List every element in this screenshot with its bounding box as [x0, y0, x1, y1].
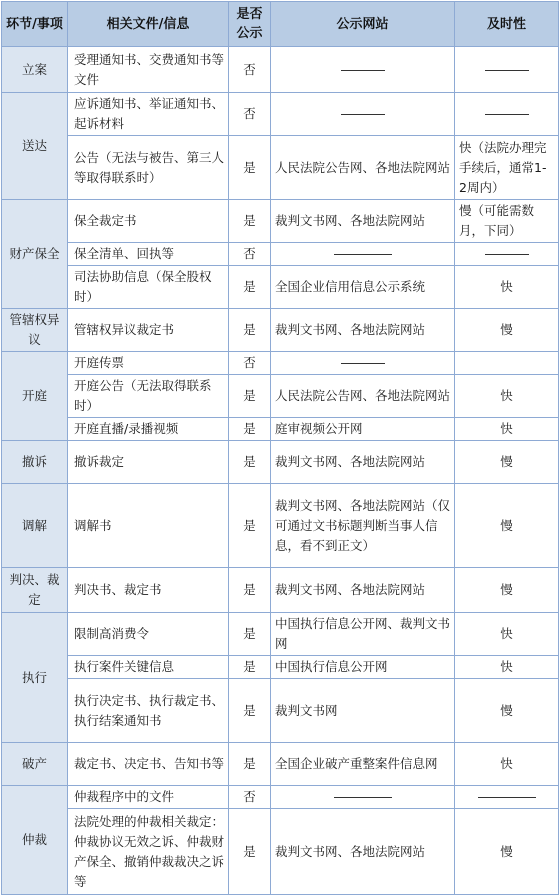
site-cell: 中国执行信息公开网 [271, 656, 455, 679]
stage-cell: 送达 [2, 93, 68, 200]
stage-cell: 仲裁 [2, 786, 68, 895]
timely-cell: 慢 [455, 809, 559, 895]
public-cell: 否 [229, 93, 271, 136]
public-cell: 是 [229, 656, 271, 679]
timely-cell-empty [455, 93, 559, 136]
doc-cell: 公告（无法与被告、第三人等取得联系时） [68, 136, 229, 200]
public-cell: 是 [229, 136, 271, 200]
timely-cell: 慢 [455, 484, 559, 568]
timely-cell-empty [455, 786, 559, 809]
timely-cell: 慢 [455, 568, 559, 613]
site-cell-empty [271, 243, 455, 266]
header-doc: 相关文件/信息 [68, 2, 229, 47]
table-row [2, 136, 559, 200]
timely-cell: 快 [455, 266, 559, 309]
doc-cell: 限制高消费令 [68, 613, 229, 656]
site-cell-empty [271, 93, 455, 136]
table-row [2, 93, 559, 136]
site-cell: 庭审视频公开网 [271, 418, 455, 441]
table-row [2, 200, 559, 243]
timely-cell: 快 [455, 418, 559, 441]
doc-cell: 执行案件关键信息 [68, 656, 229, 679]
dash-line [341, 70, 385, 71]
doc-cell: 调解书 [68, 484, 229, 568]
timely-cell: 慢（可能需数月，下同） [455, 200, 559, 243]
timely-cell: 快 [455, 743, 559, 786]
public-cell: 是 [229, 200, 271, 243]
table-row [2, 568, 559, 613]
timely-cell: 快 [455, 375, 559, 418]
public-cell: 是 [229, 568, 271, 613]
header-timely: 及时性 [455, 2, 559, 47]
table-row [2, 809, 559, 895]
doc-cell: 开庭传票 [68, 352, 229, 375]
site-cell: 人民法院公告网、各地法院网站 [271, 136, 455, 200]
public-cell: 是 [229, 266, 271, 309]
table-row [2, 656, 559, 679]
table-row [2, 352, 559, 375]
site-cell: 裁判文书网、各地法院网站 [271, 441, 455, 484]
timely-cell-empty [455, 243, 559, 266]
doc-cell: 判决书、裁定书 [68, 568, 229, 613]
timely-cell-empty [455, 47, 559, 93]
timely-cell: 慢 [455, 679, 559, 743]
site-cell-empty [271, 786, 455, 809]
stage-cell: 判决、裁定 [2, 568, 68, 613]
doc-cell: 开庭直播/录播视频 [68, 418, 229, 441]
stage-cell: 管辖权异议 [2, 309, 68, 352]
table-row [2, 743, 559, 786]
doc-cell: 受理通知书、交费通知书等文件 [68, 47, 229, 93]
doc-cell: 管辖权异议裁定书 [68, 309, 229, 352]
timely-cell: 快（法院办理完手续后，通常1-2周内） [455, 136, 559, 200]
public-cell: 否 [229, 47, 271, 93]
stage-cell: 破产 [2, 743, 68, 786]
site-cell: 裁判文书网、各地法院网站（仅可通过文书标题判断当事人信息，看不到正文） [271, 484, 455, 568]
disclosure-table [1, 1, 559, 895]
table-header-row [2, 2, 559, 47]
site-cell: 人民法院公告网、各地法院网站 [271, 375, 455, 418]
dash-line [341, 363, 385, 364]
doc-cell: 执行决定书、执行裁定书、执行结案通知书 [68, 679, 229, 743]
public-cell: 否 [229, 243, 271, 266]
site-cell: 裁判文书网、各地法院网站 [271, 200, 455, 243]
table-row [2, 679, 559, 743]
doc-cell: 撤诉裁定 [68, 441, 229, 484]
public-cell: 是 [229, 418, 271, 441]
site-cell: 中国执行信息公开网、裁判文书网 [271, 613, 455, 656]
table-row [2, 441, 559, 484]
dash-line [478, 797, 536, 798]
header-public: 是否公示 [229, 2, 271, 47]
stage-cell: 调解 [2, 484, 68, 568]
site-cell-empty [271, 47, 455, 93]
site-cell: 全国企业信用信息公示系统 [271, 266, 455, 309]
timely-cell: 慢 [455, 309, 559, 352]
stage-cell: 立案 [2, 47, 68, 93]
stage-cell: 开庭 [2, 352, 68, 441]
site-cell-empty [271, 352, 455, 375]
public-cell: 是 [229, 743, 271, 786]
doc-cell: 应诉通知书、举证通知书、起诉材料 [68, 93, 229, 136]
doc-cell: 司法协助信息（保全股权时） [68, 266, 229, 309]
stage-cell: 财产保全 [2, 200, 68, 309]
public-cell: 是 [229, 441, 271, 484]
table-row [2, 613, 559, 656]
public-cell: 是 [229, 809, 271, 895]
doc-cell: 保全裁定书 [68, 200, 229, 243]
site-cell: 裁判文书网、各地法院网站 [271, 568, 455, 613]
timely-cell: 快 [455, 656, 559, 679]
table-row [2, 309, 559, 352]
timely-cell-empty [455, 352, 559, 375]
site-cell: 裁判文书网、各地法院网站 [271, 309, 455, 352]
header-site: 公示网站 [271, 2, 455, 47]
dash-line [334, 254, 392, 255]
public-cell: 是 [229, 679, 271, 743]
dash-line [341, 114, 385, 115]
stage-cell: 执行 [2, 613, 68, 743]
public-cell: 否 [229, 786, 271, 809]
table-row [2, 47, 559, 93]
dash-line [334, 797, 392, 798]
public-cell: 否 [229, 352, 271, 375]
table-row [2, 418, 559, 441]
doc-cell: 保全清单、回执等 [68, 243, 229, 266]
dash-line [485, 254, 529, 255]
doc-cell: 开庭公告（无法取得联系时） [68, 375, 229, 418]
doc-cell: 仲裁程序中的文件 [68, 786, 229, 809]
dash-line [485, 114, 529, 115]
doc-cell: 裁定书、决定书、告知书等 [68, 743, 229, 786]
table-row [2, 484, 559, 568]
site-cell: 全国企业破产重整案件信息网 [271, 743, 455, 786]
doc-cell: 法院处理的仲裁相关裁定：仲裁协议无效之诉、仲裁财产保全、撤销仲裁裁决之诉等 [68, 809, 229, 895]
site-cell: 裁判文书网 [271, 679, 455, 743]
header-stage: 环节/事项 [2, 2, 68, 47]
table-row [2, 375, 559, 418]
stage-cell: 撤诉 [2, 441, 68, 484]
public-cell: 是 [229, 484, 271, 568]
table-row [2, 266, 559, 309]
table-row [2, 786, 559, 809]
timely-cell: 慢 [455, 441, 559, 484]
public-cell: 是 [229, 309, 271, 352]
public-cell: 是 [229, 613, 271, 656]
timely-cell: 快 [455, 613, 559, 656]
dash-line [485, 70, 529, 71]
table-row [2, 243, 559, 266]
site-cell: 裁判文书网、各地法院网站 [271, 809, 455, 895]
public-cell: 是 [229, 375, 271, 418]
